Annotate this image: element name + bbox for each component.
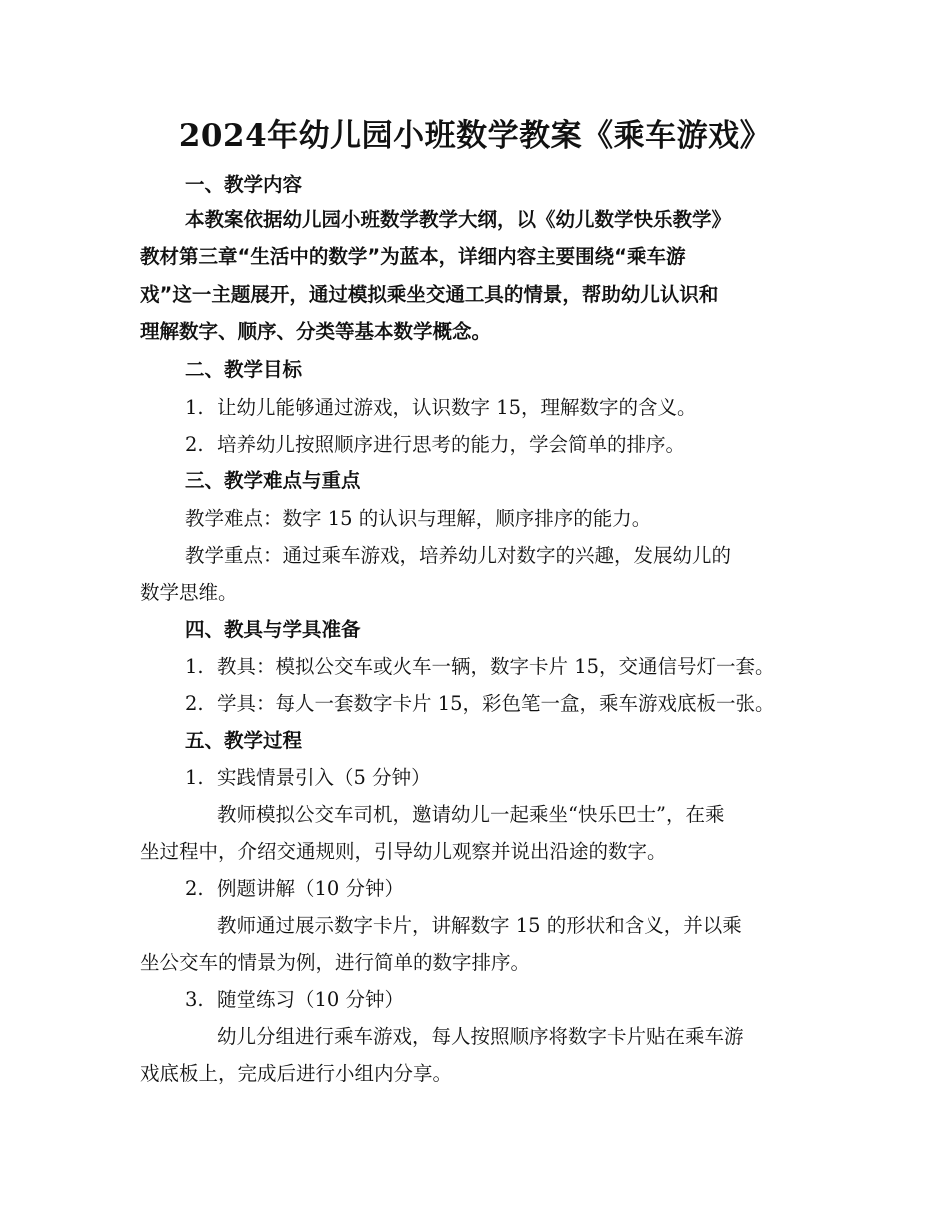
section-heading-difficulty: 三、教学难点与重点 — [185, 469, 361, 492]
list-item — [185, 652, 775, 682]
list-item — [185, 393, 697, 423]
list-number: 2. — [185, 433, 204, 456]
paragraph-line: 教材第三章“生活中的数学”为蓝本，详细内容主要围绕“乘车游 — [140, 245, 686, 268]
list-text: 让幼儿能够通过游戏，认识数字 15，理解数字的含义。 — [217, 396, 697, 419]
document-title: 2024年幼儿园小班数学教案《乘车游戏》 — [178, 118, 772, 154]
paragraph-line: 教师通过展示数字卡片，讲解数字 15 的形状和含义，并以乘 — [217, 914, 742, 937]
section-heading-materials: 四、教具与学具准备 — [185, 618, 361, 641]
paragraph-line: 坐公交车的情景为例，进行简单的数字排序。 — [140, 951, 531, 974]
list-text: 教具：模拟公交车或火车一辆，数字卡片 15，交通信号灯一套。 — [217, 655, 775, 678]
list-number: 1. — [185, 766, 204, 789]
step-title — [185, 874, 404, 904]
paragraph-line: 理解数字、顺序、分类等基本数学概念。 — [140, 320, 492, 343]
step-title — [185, 763, 431, 793]
list-number: 3. — [185, 988, 204, 1011]
list-text: 培养幼儿按照顺序进行思考的能力，学会简单的排序。 — [217, 433, 686, 456]
step-title-text: 实践情景引入（5 分钟） — [217, 766, 431, 789]
step-title-text: 例题讲解（10 分钟） — [217, 877, 405, 900]
paragraph-line: 教学重点：通过乘车游戏，培养幼儿对数字的兴趣，发展幼儿的 — [185, 544, 732, 567]
list-number: 2. — [185, 692, 204, 715]
list-number: 1. — [185, 396, 204, 419]
paragraph-line: 本教案依据幼儿园小班数学教学大纲，以《幼儿数学快乐教学》 — [185, 208, 732, 231]
section-heading-objectives: 二、教学目标 — [185, 358, 303, 381]
paragraph-line: 教师模拟公交车司机，邀请幼儿一起乘坐“快乐巴士”，在乘 — [217, 803, 725, 826]
list-item — [185, 430, 685, 460]
list-text: 学具：每人一套数字卡片 15，彩色笔一盒，乘车游戏底板一张。 — [217, 692, 775, 715]
paragraph-line: 戏”这一主题展开，通过模拟乘坐交通工具的情景，帮助幼儿认识和 — [140, 283, 719, 306]
section-heading-content: 一、教学内容 — [185, 173, 303, 196]
list-number: 1. — [185, 655, 204, 678]
step-title — [185, 985, 404, 1015]
paragraph-line: 幼儿分组进行乘车游戏，每人按照顺序将数字卡片贴在乘车游 — [217, 1025, 744, 1048]
paragraph-line: 教学难点：数字 15 的认识与理解，顺序排序的能力。 — [185, 507, 652, 530]
section-heading-process: 五、教学过程 — [185, 729, 303, 752]
paragraph-line: 戏底板上，完成后进行小组内分享。 — [140, 1062, 453, 1085]
list-item — [185, 689, 775, 719]
list-number: 2. — [185, 877, 204, 900]
paragraph-line: 坐过程中，介绍交通规则，引导幼儿观察并说出沿途的数字。 — [140, 840, 667, 863]
paragraph-line: 数学思维。 — [140, 581, 238, 604]
step-title-text: 随堂练习（10 分钟） — [217, 988, 405, 1011]
